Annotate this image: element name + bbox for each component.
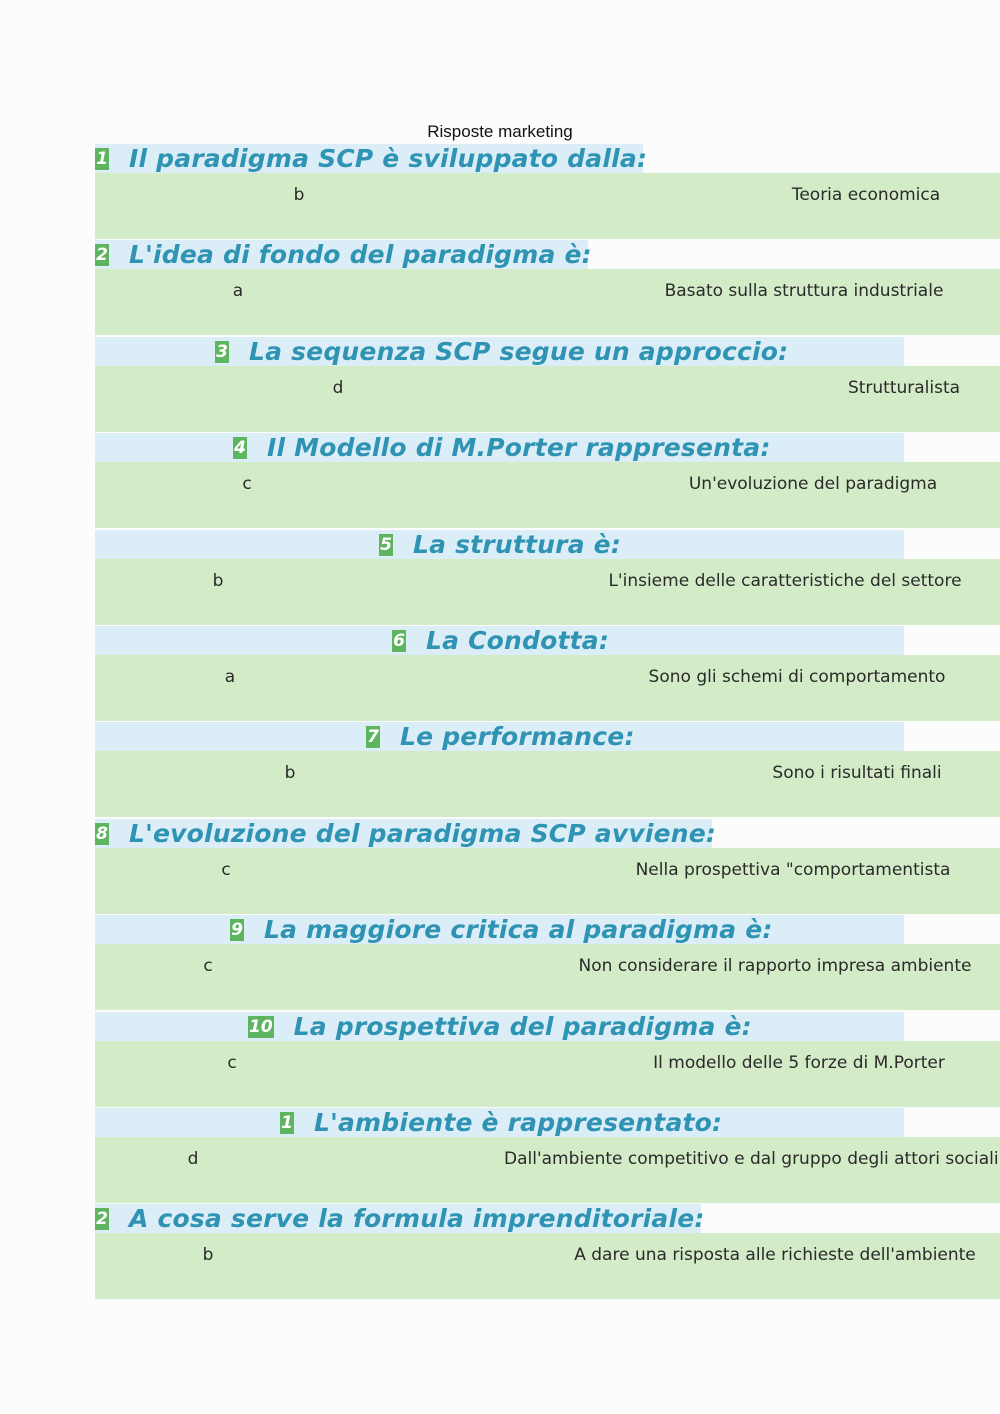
answer-letter: a	[224, 667, 236, 687]
answer-text: Nella prospettiva "comportamentista	[635, 860, 951, 880]
question-number-badge: 7	[367, 726, 379, 747]
answer-letter: d	[187, 1149, 199, 1169]
answer-letter: b	[284, 763, 296, 783]
answer-letter: b	[202, 1245, 214, 1265]
answer-row	[95, 269, 1000, 335]
question-text: Le performance:	[400, 722, 635, 751]
question-heading	[215, 337, 788, 366]
question-number-badge: 9	[231, 919, 243, 940]
question-heading	[95, 144, 647, 173]
question-heading	[230, 915, 773, 944]
question-text: Il Modello di M.Porter rappresenta:	[267, 433, 771, 462]
answer-row	[95, 1137, 1000, 1203]
answer-row	[95, 1041, 1000, 1107]
answer-text: A dare una risposta alle richieste dell'ambiente	[574, 1245, 976, 1265]
answer-text: Sono gli schemi di comportamento	[648, 667, 946, 687]
answer-letter: c	[221, 860, 231, 880]
answer-text: Basato sulla struttura industriale	[664, 281, 944, 301]
question-heading	[95, 819, 716, 848]
answer-letter: b	[212, 571, 224, 591]
question-text: La Condotta:	[426, 626, 610, 655]
question-text: Il paradigma SCP è sviluppato dalla:	[129, 144, 648, 173]
question-text: L'idea di fondo del paradigma è:	[129, 240, 592, 269]
question-heading	[95, 1204, 705, 1233]
answer-text: Strutturalista	[847, 378, 961, 398]
answer-row	[95, 655, 1000, 721]
answer-row	[95, 462, 1000, 528]
answer-letter: c	[242, 474, 252, 494]
question-number-badge: 2	[96, 244, 108, 265]
question-heading	[248, 1012, 752, 1041]
answer-row	[95, 559, 1000, 625]
question-number-badge: 1	[281, 1112, 293, 1133]
question-text: La struttura è:	[413, 530, 622, 559]
answer-letter: c	[227, 1053, 237, 1073]
answer-letter: c	[203, 956, 213, 976]
question-heading	[233, 433, 771, 462]
answer-text: Non considerare il rapporto impresa ambiente	[578, 956, 972, 976]
question-text: L'ambiente è rappresentato:	[314, 1108, 723, 1137]
question-number-badge: 1	[96, 148, 108, 169]
question-number-badge: 4	[234, 437, 246, 458]
answer-row	[95, 366, 1000, 432]
question-number-badge: 3	[216, 341, 228, 362]
question-number-badge: 2	[96, 1208, 108, 1229]
answer-row	[95, 1233, 1000, 1299]
question-text: L'evoluzione del paradigma SCP avviene:	[129, 819, 717, 848]
question-text: A cosa serve la formula imprenditoriale:	[129, 1204, 705, 1233]
question-number-badge: 10	[249, 1016, 273, 1037]
answer-letter: a	[232, 281, 244, 301]
answer-row	[95, 848, 1000, 914]
question-text: La sequenza SCP segue un approccio:	[249, 337, 789, 366]
question-heading	[392, 626, 609, 655]
question-number-badge: 8	[96, 823, 108, 844]
answer-text: Teoria economica	[791, 185, 941, 205]
answer-text: Il modello delle 5 forze di M.Porter	[653, 1053, 945, 1073]
answer-text: Un'evoluzione del paradigma	[688, 474, 938, 494]
answer-text: Sono i risultati finali	[772, 763, 942, 783]
page-title: Risposte marketing	[427, 122, 573, 141]
question-heading	[366, 722, 635, 751]
answer-text: L'insieme delle caratteristiche del settore	[608, 571, 962, 591]
answer-letter: b	[293, 185, 305, 205]
answer-row	[95, 751, 1000, 817]
question-text: La prospettiva del paradigma è:	[293, 1012, 752, 1041]
question-text: La maggiore critica al paradigma è:	[264, 915, 773, 944]
question-heading	[379, 530, 621, 559]
answer-text: Dall'ambiente competitivo e dal gruppo degli attori sociali	[504, 1149, 999, 1169]
answer-row	[95, 173, 1000, 239]
question-heading	[280, 1108, 722, 1137]
question-number-badge: 5	[380, 534, 392, 555]
question-number-badge: 6	[393, 630, 405, 651]
question-heading	[95, 240, 592, 269]
answer-letter: d	[332, 378, 344, 398]
answer-row	[95, 944, 1000, 1010]
